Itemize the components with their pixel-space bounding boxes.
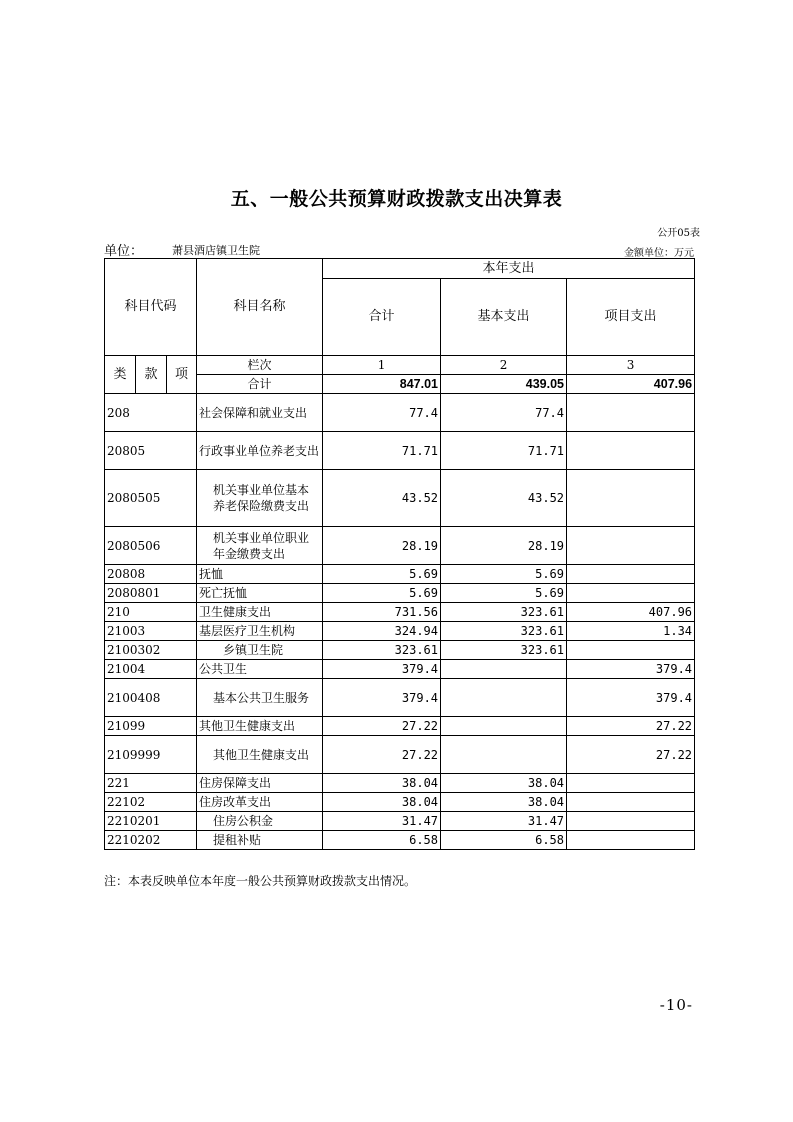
row-name: 行政事业单位养老支出 <box>197 432 323 470</box>
row-project <box>567 527 695 565</box>
column-number-3: 3 <box>567 356 695 375</box>
header-kuan: 款 <box>136 356 167 394</box>
row-code: 208 <box>105 394 197 432</box>
table-row <box>105 660 695 679</box>
row-code: 22102 <box>105 793 197 812</box>
row-project <box>567 565 695 584</box>
form-number: 公开05表 <box>657 228 700 239</box>
row-total: 38.04 <box>323 793 441 812</box>
row-basic: 31.47 <box>441 812 567 831</box>
table-row <box>105 774 695 793</box>
unit-info-row <box>104 240 694 258</box>
row-name: 住房保障支出 <box>197 774 323 793</box>
sum-project: 407.96 <box>567 375 695 394</box>
table-row <box>105 394 695 432</box>
row-total: 27.22 <box>323 717 441 736</box>
sum-basic: 439.05 <box>441 375 567 394</box>
row-name: 社会保障和就业支出 <box>197 394 323 432</box>
row-name: 死亡抚恤 <box>197 584 323 603</box>
row-code: 21003 <box>105 622 197 641</box>
row-code: 2210202 <box>105 831 197 850</box>
unit-value: 萧县酒店镇卫生院 <box>172 244 260 257</box>
unit-label: 单位： <box>104 244 144 259</box>
row-basic: 323.61 <box>441 641 567 660</box>
row-total: 6.58 <box>323 831 441 850</box>
row-total: 323.61 <box>323 641 441 660</box>
row-total: 31.47 <box>323 812 441 831</box>
row-code: 2080801 <box>105 584 197 603</box>
row-project <box>567 831 695 850</box>
table-row <box>105 717 695 736</box>
page-number: -10- <box>659 996 693 1014</box>
row-basic: 323.61 <box>441 603 567 622</box>
row-name: 公共卫生 <box>197 660 323 679</box>
row-project <box>567 793 695 812</box>
row-name: 乡镇卫生院 <box>197 641 323 660</box>
row-code: 210 <box>105 603 197 622</box>
table-row <box>105 641 695 660</box>
row-name: 提租补贴 <box>197 831 323 850</box>
row-project: 379.4 <box>567 679 695 717</box>
row-project <box>567 470 695 527</box>
row-code: 2109999 <box>105 736 197 774</box>
row-name: 其他卫生健康支出 <box>197 736 323 774</box>
table-note: 注：本表反映单位本年度一般公共预算财政拨款支出情况。 <box>104 874 417 888</box>
row-code: 2080506 <box>105 527 197 565</box>
row-basic: 5.69 <box>441 584 567 603</box>
expenditure-table <box>104 258 695 850</box>
header-lei: 类 <box>105 356 136 394</box>
header-basic: 基本支出 <box>441 279 567 356</box>
header-total: 合计 <box>323 279 441 356</box>
row-basic: 38.04 <box>441 793 567 812</box>
row-name: 卫生健康支出 <box>197 603 323 622</box>
column-number-label: 栏次 <box>197 356 323 375</box>
column-number-1: 1 <box>323 356 441 375</box>
table-row <box>105 470 695 527</box>
sum-label: 合计 <box>197 375 323 394</box>
header-project: 项目支出 <box>567 279 695 356</box>
row-project: 27.22 <box>567 717 695 736</box>
row-code: 21004 <box>105 660 197 679</box>
row-total: 43.52 <box>323 470 441 527</box>
row-project <box>567 812 695 831</box>
document-title: 五、一般公共预算财政拨款支出决算表 <box>230 188 563 210</box>
row-total: 28.19 <box>323 527 441 565</box>
table-row <box>105 793 695 812</box>
row-basic <box>441 679 567 717</box>
row-project: 27.22 <box>567 736 695 774</box>
row-code: 20805 <box>105 432 197 470</box>
table-row <box>105 831 695 850</box>
row-basic: 43.52 <box>441 470 567 527</box>
table-row <box>105 622 695 641</box>
row-code: 2080505 <box>105 470 197 527</box>
row-total: 5.69 <box>323 565 441 584</box>
row-code: 221 <box>105 774 197 793</box>
row-name: 基本公共卫生服务 <box>197 679 323 717</box>
table-row <box>105 812 695 831</box>
row-total: 379.4 <box>323 660 441 679</box>
row-basic: 6.58 <box>441 831 567 850</box>
row-project: 379.4 <box>567 660 695 679</box>
row-basic: 77.4 <box>441 394 567 432</box>
row-code: 2100408 <box>105 679 197 717</box>
header-xiang: 项 <box>167 356 197 394</box>
row-project <box>567 432 695 470</box>
sum-total: 847.01 <box>323 375 441 394</box>
row-project: 1.34 <box>567 622 695 641</box>
row-project <box>567 641 695 660</box>
row-total: 27.22 <box>323 736 441 774</box>
row-total: 324.94 <box>323 622 441 641</box>
row-project <box>567 394 695 432</box>
row-total: 731.56 <box>323 603 441 622</box>
row-name: 其他卫生健康支出 <box>197 717 323 736</box>
row-total: 77.4 <box>323 394 441 432</box>
row-basic: 323.61 <box>441 622 567 641</box>
row-name: 基层医疗卫生机构 <box>197 622 323 641</box>
row-name: 机关事业单位基本养老保险缴费支出 <box>197 470 323 527</box>
header-code: 科目代码 <box>105 259 197 356</box>
header-name: 科目名称 <box>197 259 323 356</box>
row-basic: 28.19 <box>441 527 567 565</box>
row-name: 住房公积金 <box>197 812 323 831</box>
header-current-year: 本年支出 <box>323 259 695 279</box>
row-code: 2100302 <box>105 641 197 660</box>
table-row <box>105 527 695 565</box>
row-basic <box>441 660 567 679</box>
row-project <box>567 774 695 793</box>
row-total: 71.71 <box>323 432 441 470</box>
column-number-row <box>105 356 695 375</box>
header-row-1 <box>105 259 695 279</box>
row-project: 407.96 <box>567 603 695 622</box>
table-row <box>105 584 695 603</box>
row-name: 住房改革支出 <box>197 793 323 812</box>
row-basic <box>441 717 567 736</box>
table-row <box>105 679 695 717</box>
row-total: 379.4 <box>323 679 441 717</box>
table-row <box>105 603 695 622</box>
row-total: 5.69 <box>323 584 441 603</box>
row-name: 抚恤 <box>197 565 323 584</box>
column-number-2: 2 <box>441 356 567 375</box>
row-code: 20808 <box>105 565 197 584</box>
row-code: 2210201 <box>105 812 197 831</box>
row-name: 机关事业单位职业年金缴费支出 <box>197 527 323 565</box>
row-basic <box>441 736 567 774</box>
table-row <box>105 565 695 584</box>
row-code: 21099 <box>105 717 197 736</box>
row-basic: 71.71 <box>441 432 567 470</box>
row-total: 38.04 <box>323 774 441 793</box>
table-row <box>105 736 695 774</box>
amount-unit: 金额单位：万元 <box>624 248 694 259</box>
table-row <box>105 432 695 470</box>
row-basic: 5.69 <box>441 565 567 584</box>
row-project <box>567 584 695 603</box>
row-basic: 38.04 <box>441 774 567 793</box>
